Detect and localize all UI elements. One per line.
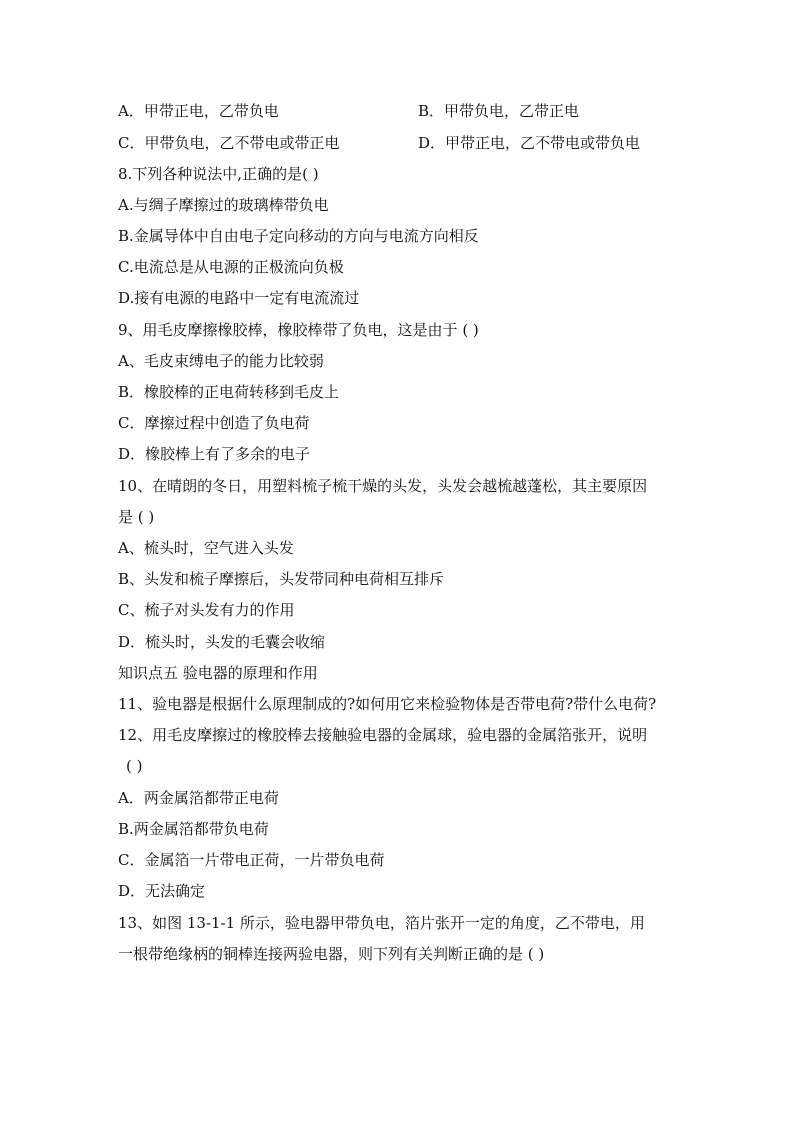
q7-option-a: A．甲带正电，乙带负电 xyxy=(118,102,279,120)
q13-stem-line2: 一根带绝缘柄的铜棒连接两验电器，则下列有关判断正确的是 ( ) xyxy=(118,945,545,963)
q10-option-a: A、梳头时，空气进入头发 xyxy=(118,539,294,557)
q8-option-d: D.接有电源的电路中一定有电流流过 xyxy=(118,289,360,307)
q9-stem: 9、用毛皮摩擦橡胶棒，橡胶棒带了负电，这是由于 ( ) xyxy=(118,321,479,339)
q10-stem-line2: 是 ( ) xyxy=(118,508,155,526)
q8-option-c: C.电流总是从电源的正极流向负极 xyxy=(118,258,344,276)
q9-option-a: A、毛皮束缚电子的能力比较弱 xyxy=(118,352,324,370)
q9-option-d: D．橡胶棒上有了多余的电子 xyxy=(118,445,311,463)
q8-option-a: A.与绸子摩擦过的玻璃棒带负电 xyxy=(118,196,329,214)
q12-stem-line1: 12、用毛皮摩擦过的橡胶棒去接触验电器的金属球，验电器的金属箔张开，说明 xyxy=(118,726,648,744)
q10-option-d: D．梳头时，头发的毛囊会收缩 xyxy=(118,633,326,651)
q8-option-b: B.金属导体中自由电子定向移动的方向与电流方向相反 xyxy=(118,227,479,245)
q13-stem-line1: 13、如图 13-1-1 所示，验电器甲带负电，箔片张开一定的角度，乙不带电，用 xyxy=(118,914,645,932)
q8-stem: 8.下列各种说法中,正确的是( ) xyxy=(118,165,319,183)
q12-option-a: A．两金属箔都带正电荷 xyxy=(118,789,279,807)
q10-stem-line1: 10、在晴朗的冬日，用塑料梳子梳干燥的头发，头发会越梳越蓬松，其主要原因 xyxy=(118,477,648,495)
q12-stem-line2: ( ) xyxy=(126,757,143,775)
q12-option-d: D．无法确定 xyxy=(118,882,206,900)
q11-stem: 11、验电器是根据什么原理制成的?如何用它来检验物体是否带电荷?带什么电荷? xyxy=(118,695,657,713)
q12-option-b: B.两金属箔都带负电荷 xyxy=(118,820,269,838)
section-heading: 知识点五 验电器的原理和作用 xyxy=(118,664,318,682)
q9-option-c: C．摩擦过程中创造了负电荷 xyxy=(118,414,310,432)
q10-option-b: B、头发和梳子摩擦后，头发带同种电荷相互排斥 xyxy=(118,570,445,588)
q10-option-c: C、梳子对头发有力的作用 xyxy=(118,601,295,619)
q7-option-d: D．甲带正电，乙不带电或带负电 xyxy=(418,134,641,152)
q7-option-c: C．甲带负电，乙不带电或带正电 xyxy=(118,134,340,152)
q7-option-b: B．甲带负电，乙带正电 xyxy=(418,102,580,120)
q12-option-c: C．金属箔一片带电正荷，一片带负电荷 xyxy=(118,851,385,869)
q9-option-b: B．橡胶棒的正电荷转移到毛皮上 xyxy=(118,383,340,401)
